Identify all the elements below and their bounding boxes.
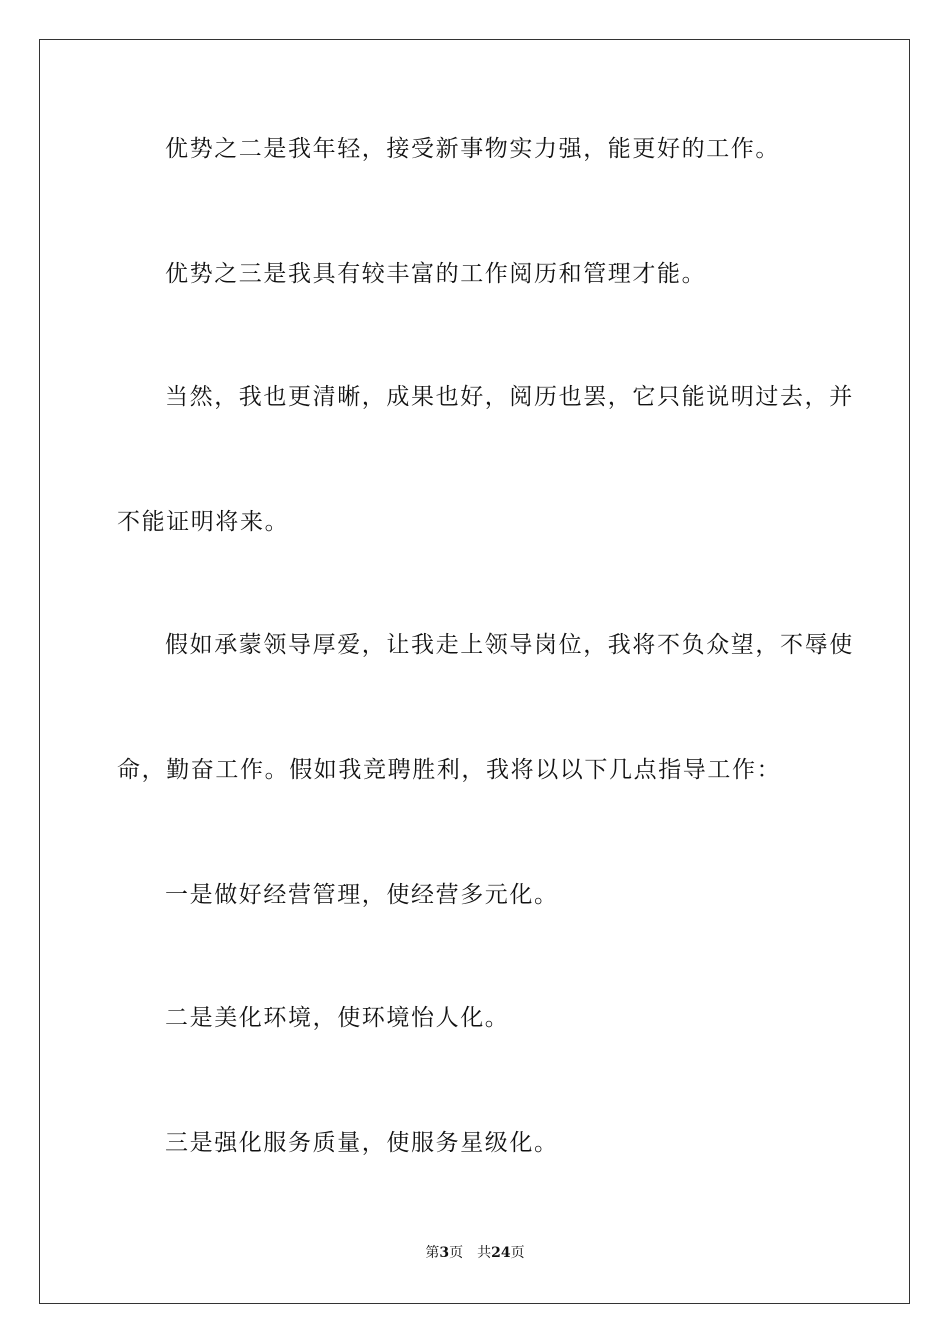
paragraph-line: 三是强化服务质量，使服务星级化。 — [165, 1130, 559, 1156]
current-page-number: 3 — [439, 1245, 450, 1261]
paragraph-line: 命，勤奋工作。假如我竞聘胜利，我将以以下几点指导工作： — [117, 757, 782, 783]
page-suffix: 页 — [449, 1245, 464, 1261]
page-number-footer — [0, 1244, 950, 1262]
paragraph-line: 优势之三是我具有较丰富的工作阅历和管理才能。 — [165, 261, 707, 287]
total-prefix: 共 — [477, 1245, 492, 1261]
paragraph-line: 假如承蒙领导厚爱，让我走上领导岗位，我将不负众望，不辱使 — [165, 632, 854, 658]
paragraph-line: 当然，我也更清晰，成果也好，阅历也罢，它只能说明过去，并 — [165, 384, 854, 410]
total-page-count: 24 — [491, 1245, 511, 1261]
paragraph-line: 二是美化环境，使环境怡人化。 — [165, 1005, 510, 1031]
paragraph-line: 一是做好经营管理，使经营多元化。 — [165, 882, 559, 908]
page-prefix: 第 — [425, 1245, 440, 1261]
paragraph-line: 优势之二是我年轻，接受新事物实力强，能更好的工作。 — [165, 136, 780, 162]
page-border — [39, 39, 910, 1304]
total-suffix: 页 — [510, 1245, 525, 1261]
paragraph-line: 不能证明将来。 — [117, 509, 290, 535]
